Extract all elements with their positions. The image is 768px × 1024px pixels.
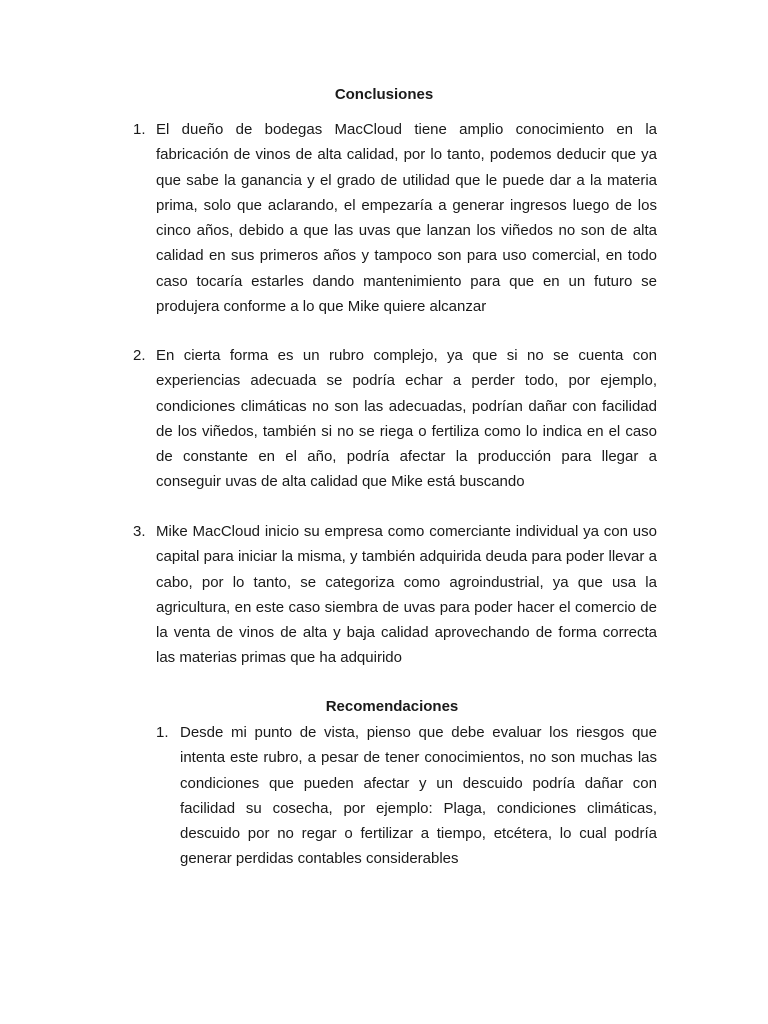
conclusion-number-3: 3.	[133, 523, 146, 540]
recommendation-number-1: 1.	[156, 724, 169, 741]
conclusion-item-3	[133, 519, 657, 671]
conclusion-number-1: 1.	[133, 121, 146, 138]
conclusion-item-2	[133, 343, 657, 495]
recomendaciones-heading: Recomendaciones	[325, 698, 459, 715]
conclusion-text-2: En cierta forma es un rubro complejo, ya que si no se cuenta con experiencias adecuada se podría echar a perder todo, por ejemplo, condiciones climáticas no son las adecuadas, podrían dañar con facilidad de los viñedos, también si no se riega o fertiliza como lo indica en el caso de constante en el año, podría afectar la producción para llegar a conseguir uvas de alta calidad que Mike está buscando	[156, 347, 657, 491]
conclusiones-heading: Conclusiones	[334, 86, 434, 103]
recommendation-text-1: Desde mi punto de vista, pienso que debe evaluar los riesgos que intenta este rubro, a pesar de tener conocimientos, no son muchas las condiciones que pueden afectar y un descuido podría dañar con facilidad su cosecha, por ejemplo: Plaga, condiciones climáticas, descuido por no regar o fertilizar a tiempo, etcétera, lo cual podría generar perdidas contables considerables	[180, 724, 657, 868]
conclusion-item-1	[133, 117, 657, 319]
conclusion-text-3: Mike MacCloud inicio su empresa como comerciante individual ya con uso capital para iniciar la misma, y también adquirida deuda para poder llevar a cabo, por lo tanto, se categoriza como agroindustrial, ya que usa la agricultura, en este caso siembra de uvas para poder hacer el comercio de la venta de vinos de alta y baja calidad aprovechando de forma correcta las materias primas que ha adquirido	[156, 523, 657, 667]
conclusion-number-2: 2.	[133, 347, 146, 364]
conclusion-text-1: El dueño de bodegas MacCloud tiene amplio conocimiento en la fabricación de vinos de alta calidad, por lo tanto, podemos deducir que ya que sabe la ganancia y el grado de utilidad que le puede dar a la materia prima, solo que aclarando, el empezaría a generar ingresos luego de los cinco años, debido a que las uvas que lanzan los viñedos no son de alta calidad en sus primeros años y tampoco son para uso comercial, en todo caso tocaría estarles dando mantenimiento para que en un futuro se produjera conforme a lo que Mike quiere alcanzar	[156, 121, 657, 316]
recommendation-item-1	[156, 720, 657, 872]
